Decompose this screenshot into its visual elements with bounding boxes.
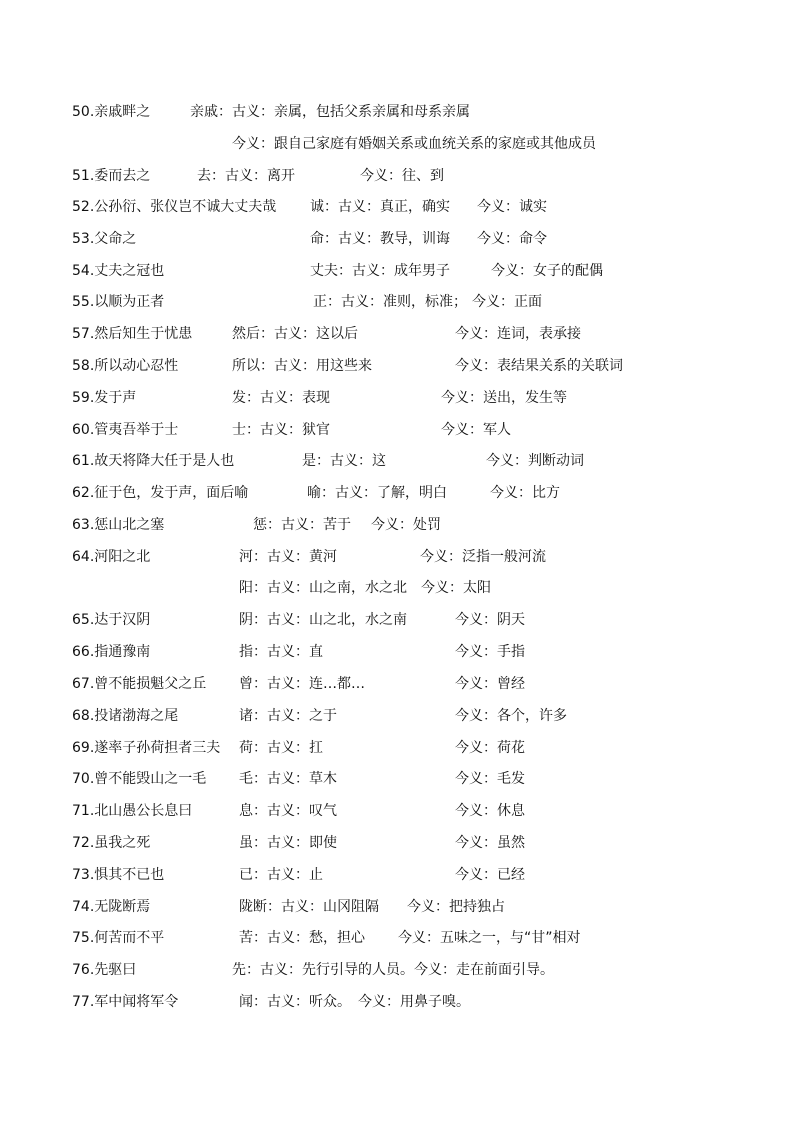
entry-modern-meaning: 今义：曾经 xyxy=(455,676,525,692)
entry-ancient-meaning: 命：古义：教导，训诲 xyxy=(310,231,450,247)
entry-sentence: 62.征于色，发于声，面后喻 xyxy=(72,485,249,501)
entry-ancient-meaning: 亲戚：古义：亲属，包括父系亲属和母系亲属 xyxy=(190,104,470,120)
entry-modern-meaning: 今义：跟自己家庭有婚姻关系或血统关系的家庭或其他成员 xyxy=(232,136,596,152)
entry-sentence: 58.所以动心忍性 xyxy=(72,358,179,374)
entry-sentence: 77.军中闻将军令 xyxy=(72,994,179,1010)
entry-modern-meaning: 今义：已经 xyxy=(455,867,525,883)
entry-sentence: 65.达于汉阴 xyxy=(72,612,151,628)
entry-sentence: 76.先驱曰 xyxy=(72,962,137,978)
entry-modern-meaning: 今义：手指 xyxy=(455,644,525,660)
entry-modern-meaning: 今义：用鼻子嗅。 xyxy=(358,994,470,1010)
list-item xyxy=(0,992,794,1012)
list-item xyxy=(0,801,794,821)
entry-ancient-meaning: 息：古义：叹气 xyxy=(239,803,337,819)
entry-sentence: 63.惩山北之塞 xyxy=(72,517,165,533)
entry-sentence: 75.何苦而不平 xyxy=(72,930,165,946)
entry-modern-meaning: 今义：荷花 xyxy=(455,740,525,756)
entry-modern-meaning: 今义：虽然 xyxy=(455,835,525,851)
entry-modern-meaning: 今义：泛指一般河流 xyxy=(420,549,546,565)
entry-ancient-meaning: 正：古义：准则，标准； xyxy=(313,294,467,310)
entry-ancient-meaning: 去：古义：离开 xyxy=(197,168,295,184)
entry-sentence: 52.公孙衍、张仪岂不诚大丈夫哉 xyxy=(72,199,277,215)
entry-ancient-meaning: 指：古义：直 xyxy=(239,644,323,660)
list-item xyxy=(0,451,794,471)
entry-ancient-meaning: 毛：古义：草木 xyxy=(239,771,337,787)
list-item xyxy=(0,388,794,408)
entry-sentence: 71.北山愚公长息曰 xyxy=(72,803,193,819)
list-item xyxy=(0,483,794,503)
list-item xyxy=(0,166,794,186)
entry-modern-meaning: 今义：毛发 xyxy=(455,771,525,787)
list-item xyxy=(0,292,794,312)
entry-ancient-meaning: 喻：古义：了解，明白 xyxy=(307,485,447,501)
list-item xyxy=(0,547,794,567)
entry-ancient-meaning: 曾：古义：连…都… xyxy=(239,676,365,692)
list-item xyxy=(0,261,794,281)
list-item xyxy=(0,738,794,758)
list-item xyxy=(0,578,794,598)
entry-modern-meaning: 今义：太阳 xyxy=(421,580,491,596)
entry-sentence: 61.故天将降大任于是人也 xyxy=(72,453,235,469)
entry-ancient-meaning: 丈夫：古义：成年男子 xyxy=(310,263,450,279)
entry-sentence: 73.惧其不已也 xyxy=(72,867,165,883)
entry-ancient-meaning: 已：古义：止 xyxy=(239,867,323,883)
entry-modern-meaning: 今义：处罚 xyxy=(371,517,441,533)
entry-modern-meaning: 今义：判断动词 xyxy=(486,453,584,469)
entry-ancient-meaning: 所以：古义：用这些来 xyxy=(232,358,372,374)
entry-ancient-meaning: 惩：古义：苦于 xyxy=(253,517,351,533)
entry-modern-meaning: 今义：女子的配偶 xyxy=(491,263,603,279)
entry-sentence: 72.虽我之死 xyxy=(72,835,151,851)
entry-modern-meaning: 今义：把持独占 xyxy=(407,899,505,915)
list-item xyxy=(0,769,794,789)
entry-ancient-meaning: 是：古义：这 xyxy=(302,453,386,469)
entry-modern-meaning: 今义：阴天 xyxy=(455,612,525,628)
list-item xyxy=(0,134,794,154)
entry-modern-meaning: 今义：各个，许多 xyxy=(455,708,567,724)
list-item xyxy=(0,642,794,662)
list-item xyxy=(0,833,794,853)
list-item xyxy=(0,928,794,948)
list-item xyxy=(0,515,794,535)
entry-sentence: 50.亲戚畔之 xyxy=(72,104,151,120)
entry-modern-meaning: 今义：命令 xyxy=(477,231,547,247)
entry-ancient-meaning: 阳：古义：山之南，水之北 xyxy=(239,580,407,596)
entry-sentence: 74.无陇断焉 xyxy=(72,899,151,915)
entry-ancient-meaning: 荷：古义：扛 xyxy=(239,740,323,756)
entry-ancient-meaning: 诸：古义：之于 xyxy=(239,708,337,724)
entry-ancient-meaning: 苦：古义：愁，担心 xyxy=(239,930,365,946)
entry-modern-meaning: 今义：比方 xyxy=(490,485,560,501)
entry-sentence: 51.委而去之 xyxy=(72,168,151,184)
entry-ancient-meaning: 陇断：古义：山冈阻隔 xyxy=(239,899,379,915)
list-item xyxy=(0,897,794,917)
entry-ancient-meaning: 诚：古义：真正，确实 xyxy=(310,199,450,215)
list-item xyxy=(0,420,794,440)
list-item xyxy=(0,960,794,980)
entry-sentence: 69.遂率子孙荷担者三夫 xyxy=(72,740,221,756)
list-item xyxy=(0,324,794,344)
entry-ancient-meaning: 闻：古义：听众。 xyxy=(239,994,351,1010)
entry-ancient-meaning: 然后：古义：这以后 xyxy=(232,326,358,342)
entry-modern-meaning: 今义：往、到 xyxy=(360,168,444,184)
entry-sentence: 59.发于声 xyxy=(72,390,137,406)
entry-ancient-meaning: 河：古义：黄河 xyxy=(239,549,337,565)
list-item xyxy=(0,197,794,217)
entry-modern-meaning: 今义：休息 xyxy=(455,803,525,819)
entry-ancient-meaning: 发：古义：表现 xyxy=(232,390,330,406)
list-item xyxy=(0,610,794,630)
list-item xyxy=(0,865,794,885)
entry-modern-meaning: 今义：送出，发生等 xyxy=(441,390,567,406)
entry-ancient-meaning: 士：古义：狱官 xyxy=(232,422,330,438)
list-item xyxy=(0,706,794,726)
entry-ancient-meaning: 先：古义：先行引导的人员。今义：走在前面引导。 xyxy=(232,962,554,978)
entry-modern-meaning: 今义：军人 xyxy=(441,422,511,438)
entry-sentence: 60.管夷吾举于士 xyxy=(72,422,179,438)
list-item xyxy=(0,674,794,694)
entry-modern-meaning: 今义：正面 xyxy=(472,294,542,310)
entry-modern-meaning: 今义：连词，表承接 xyxy=(455,326,581,342)
entry-modern-meaning: 今义：表结果关系的关联词 xyxy=(455,358,623,374)
list-item xyxy=(0,229,794,249)
list-item xyxy=(0,102,794,122)
entry-ancient-meaning: 虽：古义：即使 xyxy=(239,835,337,851)
entry-sentence: 68.投诸渤海之尾 xyxy=(72,708,179,724)
entry-modern-meaning: 今义：五味之一，与“甘”相对 xyxy=(398,930,581,946)
entry-sentence: 53.父命之 xyxy=(72,231,137,247)
entry-sentence: 64.河阳之北 xyxy=(72,549,151,565)
entry-sentence: 70.曾不能毁山之一毛 xyxy=(72,771,207,787)
entry-ancient-meaning: 阴：古义：山之北，水之南 xyxy=(239,612,407,628)
entry-sentence: 66.指通豫南 xyxy=(72,644,151,660)
entry-sentence: 57.然后知生于忧患 xyxy=(72,326,193,342)
entry-modern-meaning: 今义：诚实 xyxy=(477,199,547,215)
entry-sentence: 54.丈夫之冠也 xyxy=(72,263,165,279)
list-item xyxy=(0,356,794,376)
entry-sentence: 67.曾不能损魁父之丘 xyxy=(72,676,207,692)
entry-sentence: 55.以顺为正者 xyxy=(72,294,165,310)
